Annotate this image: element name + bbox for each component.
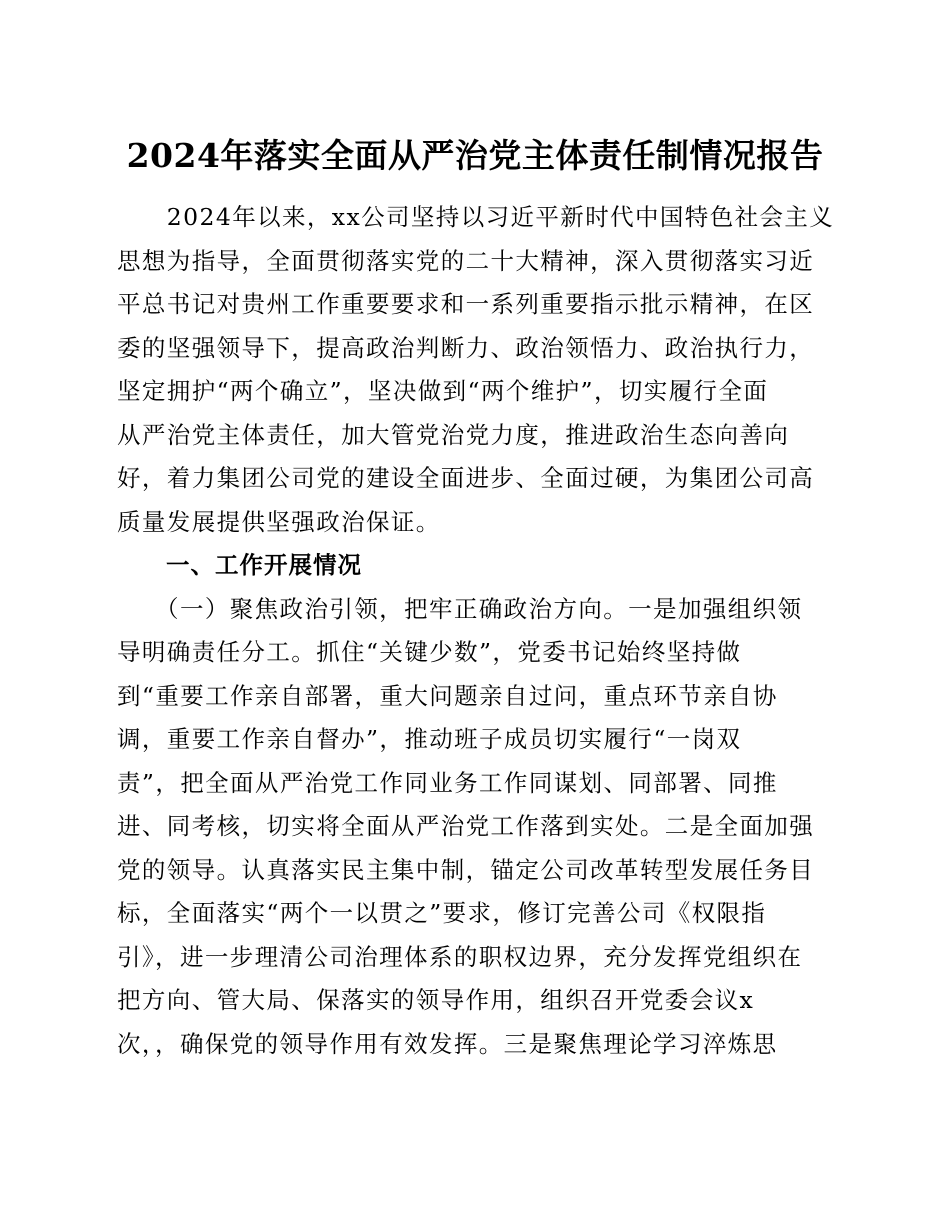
body-line: 把方向、管大局、保落实的领导作用，组织召开党委会议x (117, 986, 755, 1014)
body-line: 标，全面落实“两个一以贯之”要求，修订完善公司《权限指 (117, 899, 767, 927)
body-line: 调，重要工作亲自督办”，推动班子成员切实履行“一岗双 (117, 725, 742, 753)
document-title: 2024年落实全面从严治党主体责任制情况报告 (126, 136, 824, 175)
document-body (117, 196, 837, 1066)
body-line: 责”，把全面从严治党工作同业务工作同谋划、同部署、同推 (117, 768, 778, 797)
body-line: 委的坚强领导下，提高政治判断力、政治领悟力、政治执行力， (117, 333, 815, 362)
body-line: 到“重要工作亲自部署，重大问题亲自过问，重点环节亲自协 (117, 681, 778, 710)
section-heading: 一、工作开展情况 (117, 551, 362, 579)
body-line: （一）聚焦政治引领，把牢正确政治方向。一是加强组织领 (117, 594, 803, 623)
body-line: 从严治党主体责任，加大管党治党力度，推进政治生态向善向 (117, 420, 790, 449)
body-line: 质量发展提供坚强政治保证。 (117, 507, 441, 536)
body-line: 导明确责任分工。抓住“关键少数”，党委书记始终坚持做 (117, 638, 742, 666)
body-line: 思想为指导，全面贯彻落实党的二十大精神，深入贯彻落实习近 (117, 246, 815, 275)
body-line: 坚定拥护“两个确立”，坚决做到“两个维护”，切实履行全面 (117, 377, 769, 405)
body-line: 2024年以来，xx公司坚持以习近平新时代中国特色社会主义 (117, 203, 835, 231)
body-line: 好，着力集团公司党的建设全面进步、全面过硬，为集团公司高 (117, 464, 815, 492)
body-line: 平总书记对贵州工作重要要求和一系列重要指示批示精神，在区 (117, 290, 815, 318)
body-line: 次，，确保党的领导作用有效发挥。三是聚焦理论学习淬炼思 (117, 1029, 778, 1058)
body-line: 进、同考核，切实将全面从严治党工作落到实处。二是全面加强 (117, 812, 815, 840)
body-line: 党的领导。认真落实民主集中制，锚定公司改革转型发展任务目 (117, 855, 815, 884)
body-line: 引》，进一步理清公司治理体系的职权边界，充分发挥党组织在 (117, 942, 803, 971)
